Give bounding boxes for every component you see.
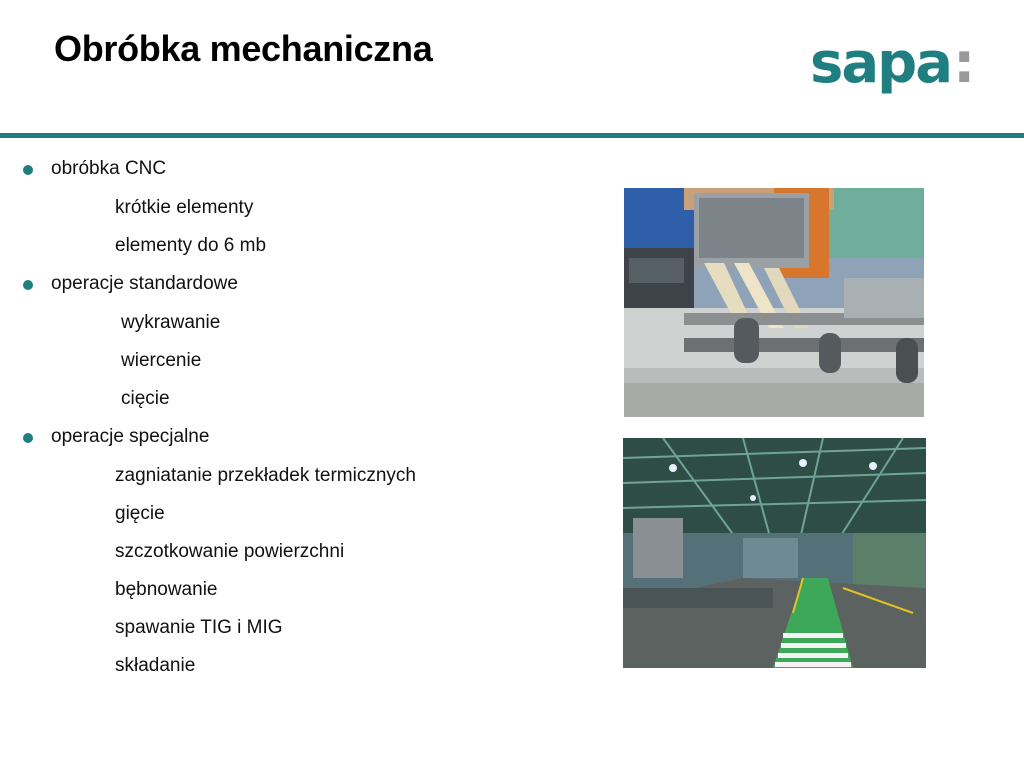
sub-item: zagniatanie przekładek termicznych: [115, 465, 416, 486]
cnc-machine-photo: [624, 188, 924, 417]
header-divider: [0, 133, 1024, 138]
sub-item: spawanie TIG i MIG: [115, 617, 283, 638]
slide-title: Obróbka mechaniczna: [54, 28, 433, 69]
factory-hall-photo: [623, 438, 926, 668]
factory-hall-illustration: [623, 438, 926, 668]
sub-item: krótkie elementy: [115, 197, 254, 218]
logo-text: sapa: [810, 31, 951, 96]
sub-item: cięcie: [121, 388, 170, 409]
sub-item: szczotkowanie powierzchni: [115, 541, 345, 562]
list-item-special: operacje specjalne: [51, 426, 210, 447]
sub-item: gięcie: [115, 503, 165, 524]
bullet-dot-icon: [23, 280, 33, 290]
list-item-standard: operacje standardowe: [51, 273, 238, 294]
logo-colon: :: [953, 31, 974, 96]
cnc-machine-illustration: [624, 188, 924, 417]
list-item-cnc: obróbka CNC: [51, 158, 167, 179]
sub-item: wykrawanie: [121, 312, 221, 333]
sub-item: składanie: [115, 655, 196, 676]
sub-item: wiercenie: [121, 350, 202, 371]
sub-item: elementy do 6 mb: [115, 235, 267, 256]
sub-item: bębnowanie: [115, 579, 218, 600]
bullet-dot-icon: [23, 165, 33, 175]
sapa-logo: [810, 31, 974, 96]
bullet-dot-icon: [23, 433, 33, 443]
